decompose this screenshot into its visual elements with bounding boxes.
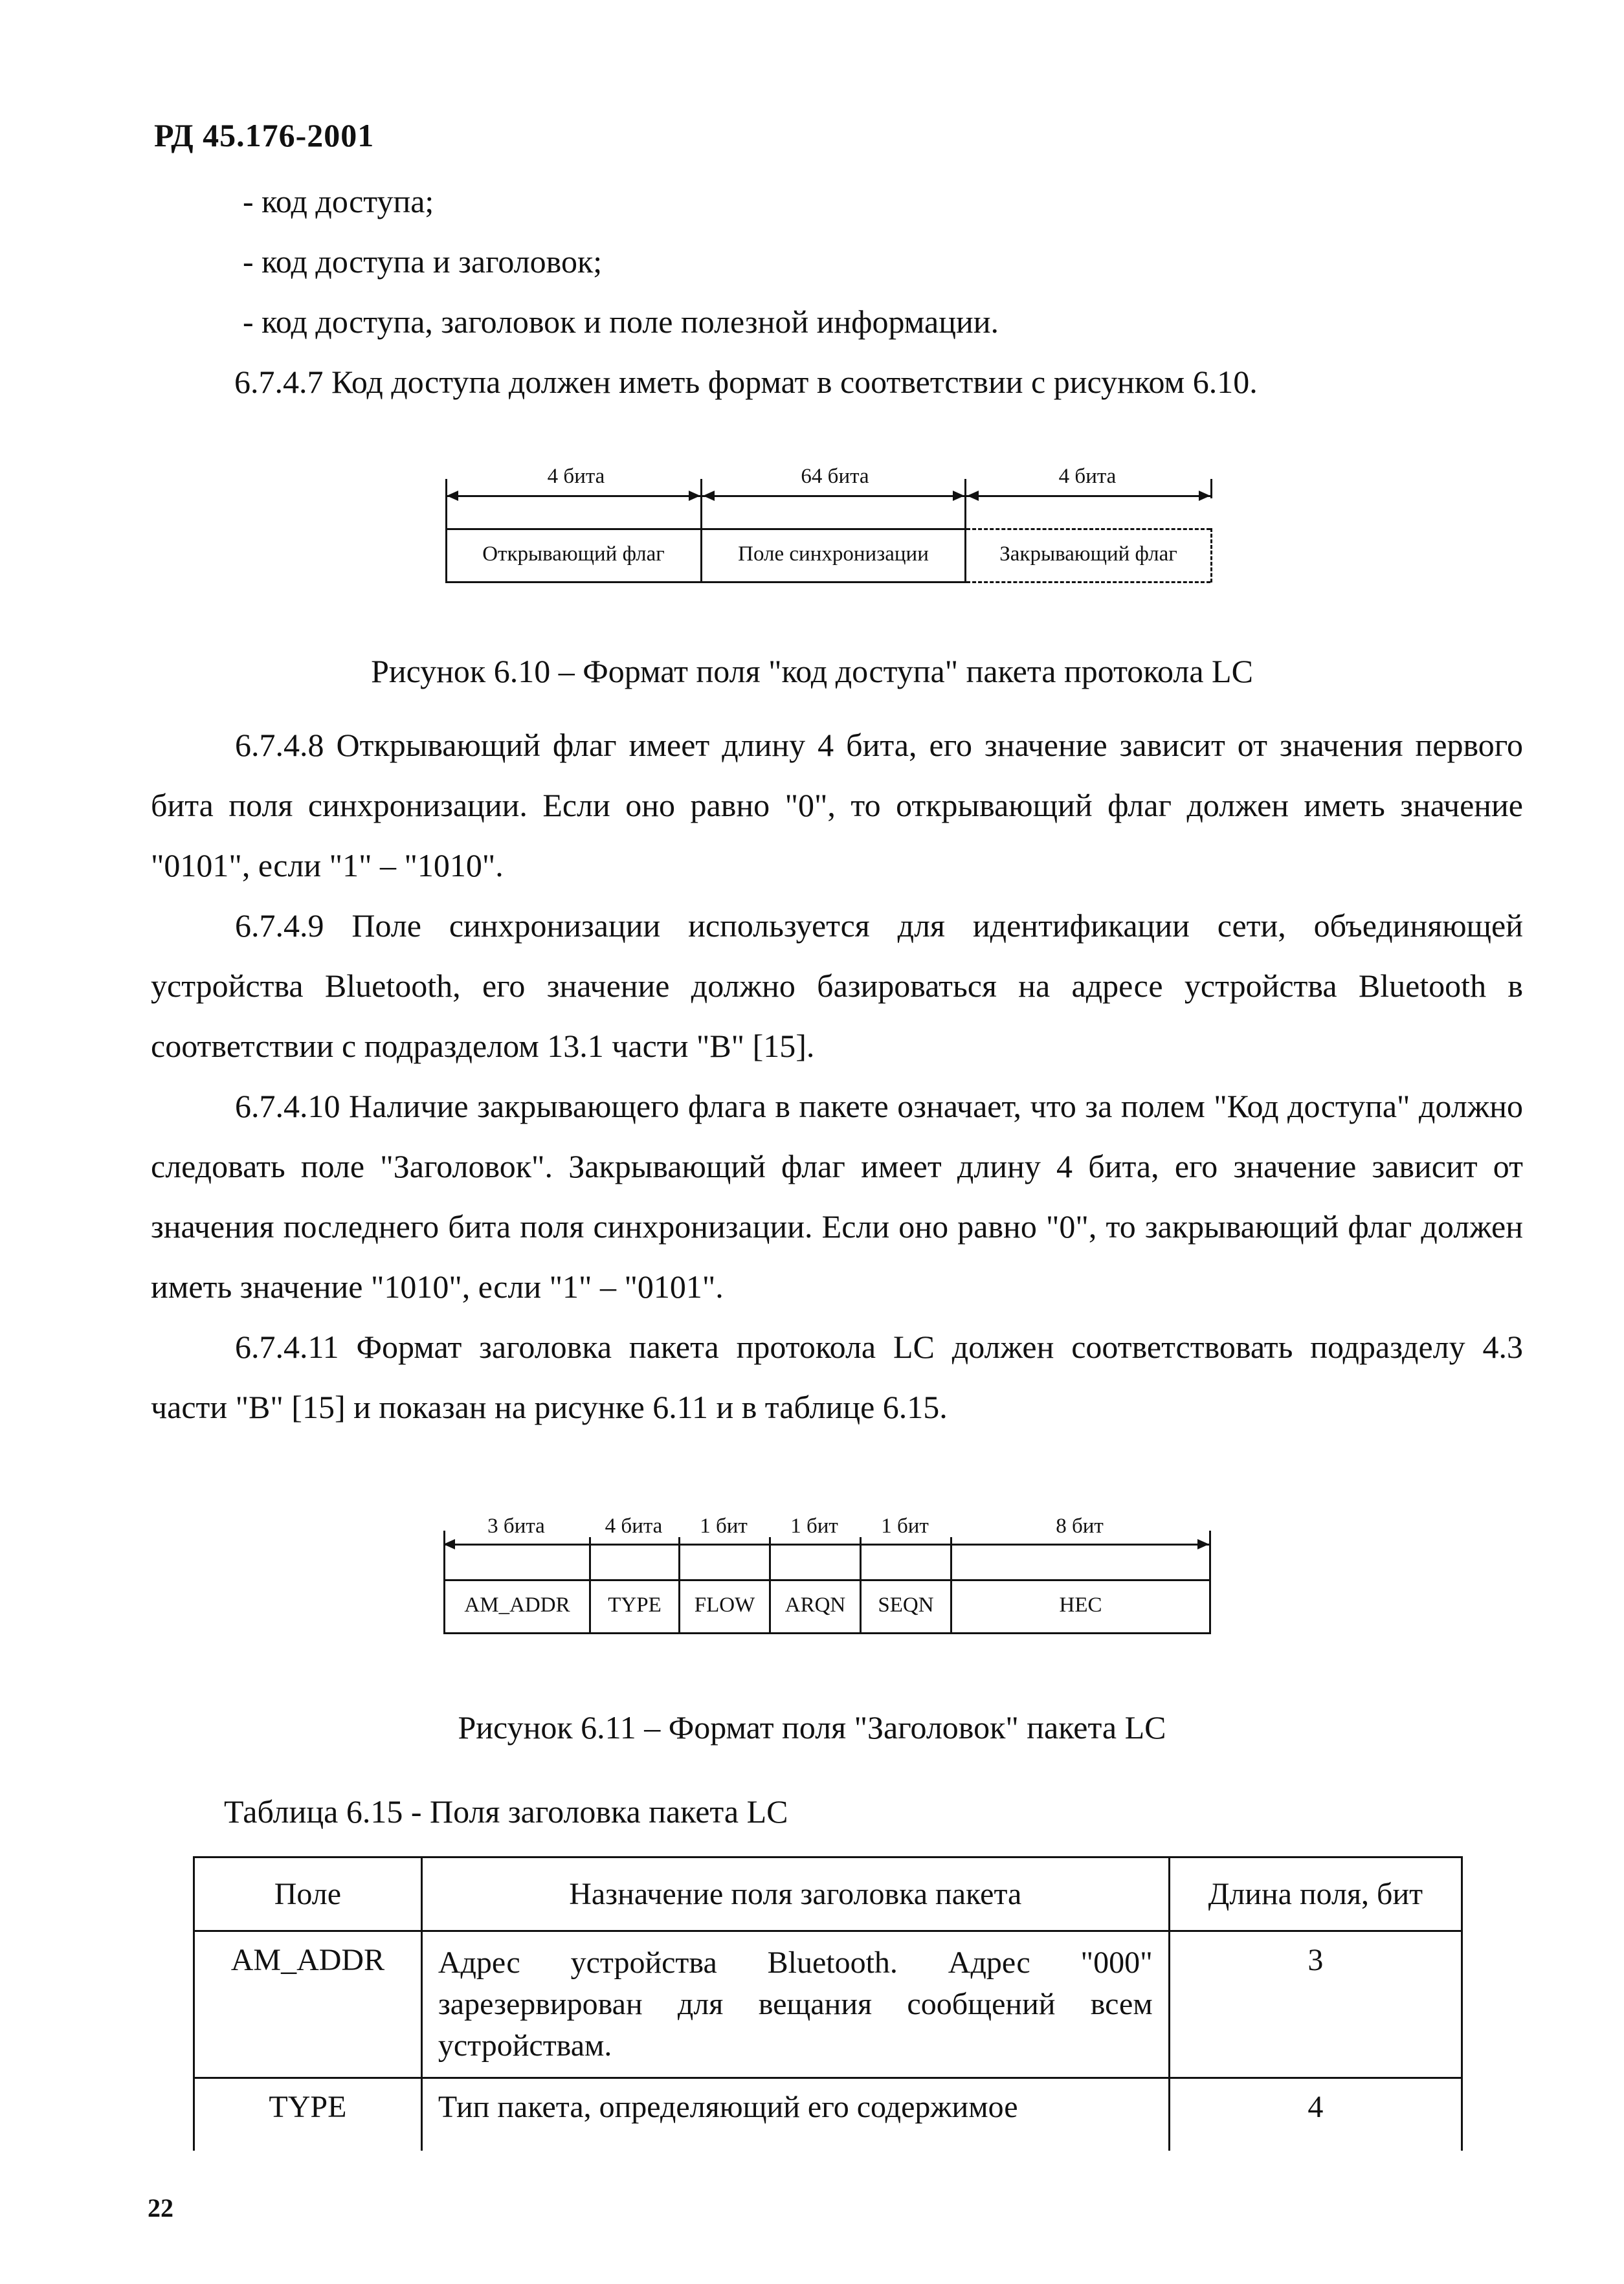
- figure-line: [1210, 479, 1212, 498]
- arrow-right-icon: [953, 491, 964, 501]
- dimension-line: [447, 495, 700, 497]
- table-cell: Тип пакета, определяющий его содержимое: [421, 2078, 1169, 2151]
- table-row: [194, 1931, 1462, 2078]
- arrow-right-icon: [1199, 491, 1210, 501]
- figure-line: [964, 479, 966, 582]
- list-item: - код доступа, заголовок и поле полезной информации.: [243, 304, 999, 340]
- dim-label: 64 бита: [801, 465, 869, 488]
- table-6-15: [193, 1856, 1463, 2151]
- table-cell: TYPE: [194, 2078, 422, 2151]
- paragraph-6-7-4-10: 6.7.4.10 Наличие закрывающего флага в пакете означает, что за полем "Код доступа" должно следовать поле "Заголовок". Закрывающий флаг имеет длину 4 бита, его значение зависит от значения последнего бита поля синхронизации. Если оно равно "0", то закрывающий флаг должен иметь значение "1010", если "1" – "0101".: [151, 1088, 1523, 1305]
- dim-label: 1 бит: [700, 1514, 748, 1538]
- page-number: 22: [148, 2193, 173, 2223]
- figure-line: [860, 1537, 862, 1634]
- paragraph-6-7-4-7: 6.7.4.7 Код доступа должен иметь формат в соответствии с рисунком 6.10.: [234, 364, 1258, 400]
- field-opening-flag: Открывающий флаг: [482, 542, 665, 566]
- document-header: РД 45.176-2001: [154, 117, 375, 153]
- paragraph-6-7-4-11: 6.7.4.11 Формат заголовка пакета протокола LC должен соответствовать подразделу 4.3 части "B" [15] и показан на рисунке 6.11 и в таблице 6.15.: [151, 1329, 1523, 1425]
- figure-line: [589, 1537, 591, 1634]
- box-bottom: [445, 581, 966, 583]
- table-cell: AM_ADDR: [194, 1931, 422, 2078]
- field-arqn: ARQN: [784, 1593, 846, 1617]
- dim-label: 3 бита: [487, 1514, 545, 1538]
- field-am-addr: AM_ADDR: [464, 1593, 570, 1617]
- figure-line: [443, 1531, 445, 1634]
- field-hec: HEC: [1059, 1593, 1102, 1617]
- dim-label: 4 бита: [547, 465, 605, 488]
- field-sync: Поле синхронизации: [738, 542, 929, 566]
- table-cell: Адрес устройства Bluetooth. Адрес "000" зарезервирован для вещания сообщений всем устройствам.: [421, 1931, 1169, 2078]
- table-cell: 3: [1169, 1931, 1462, 2078]
- dimension-line: [443, 1544, 1209, 1546]
- figure-line: [769, 1537, 771, 1634]
- table-header-cell: Назначение поля заголовка пакета: [421, 1857, 1169, 1931]
- dimension-line: [702, 495, 964, 497]
- table-title: Таблица 6.15 - Поля заголовка пакета LC: [224, 1793, 788, 1830]
- table-row: [194, 2078, 1462, 2151]
- field-closing-flag: Закрывающий флаг: [999, 542, 1177, 566]
- dashed-box-right: [1210, 528, 1212, 582]
- arrow-left-icon: [447, 491, 458, 501]
- field-type: TYPE: [608, 1593, 662, 1617]
- list-item: - код доступа и заголовок;: [243, 243, 603, 280]
- box-top: [445, 528, 966, 530]
- figure-line: [1209, 1531, 1211, 1634]
- figure-line: [950, 1537, 952, 1634]
- dim-label: 1 бит: [790, 1514, 838, 1538]
- dimension-line: [966, 495, 1210, 497]
- table-header-cell: Поле: [194, 1857, 422, 1931]
- arrow-right-icon: [689, 491, 700, 501]
- table-header-row: [194, 1857, 1462, 1931]
- dim-label: 1 бит: [881, 1514, 929, 1538]
- field-flow: FLOW: [694, 1593, 755, 1617]
- figure-6-10-caption: Рисунок 6.10 – Формат поля "код доступа" пакета протокола LC: [371, 653, 1253, 689]
- list-item: - код доступа;: [243, 183, 434, 219]
- dim-label: 8 бит: [1056, 1514, 1104, 1538]
- box-top: [443, 1579, 1210, 1581]
- table-cell: 4: [1169, 2078, 1462, 2151]
- dim-label: 4 бита: [1058, 465, 1117, 488]
- figure-6-11-caption: Рисунок 6.11 – Формат поля "Заголовок" пакета LC: [458, 1709, 1166, 1746]
- dashed-box-top: [966, 528, 1210, 530]
- body-paragraphs: [151, 715, 1523, 1437]
- arrow-left-icon: [967, 491, 979, 501]
- paragraph-6-7-4-8: 6.7.4.8 Открывающий флаг имеет длину 4 бита, его значение зависит от значения первого бита поля синхронизации. Если оно равно "0", то открывающий флаг должен иметь значение "0101", если "1" – "1010".: [151, 727, 1523, 883]
- figure-line: [678, 1537, 680, 1634]
- arrow-left-icon: [703, 491, 715, 501]
- paragraph-6-7-4-9: 6.7.4.9 Поле синхронизации используется для идентификации сети, объединяющей устройства Bluetooth, его значение должно базироваться на адресе устройства Bluetooth в соответствии с подразделом 13.1 части "B" [15].: [151, 907, 1523, 1064]
- dashed-box-bottom: [966, 581, 1210, 583]
- arrow-right-icon: [1197, 1539, 1209, 1549]
- field-seqn: SEQN: [878, 1593, 934, 1617]
- dim-label: 4 бита: [605, 1514, 663, 1538]
- box-bottom: [443, 1632, 1210, 1634]
- figure-line: [700, 479, 702, 582]
- table-header-cell: Длина поля, бит: [1169, 1857, 1462, 1931]
